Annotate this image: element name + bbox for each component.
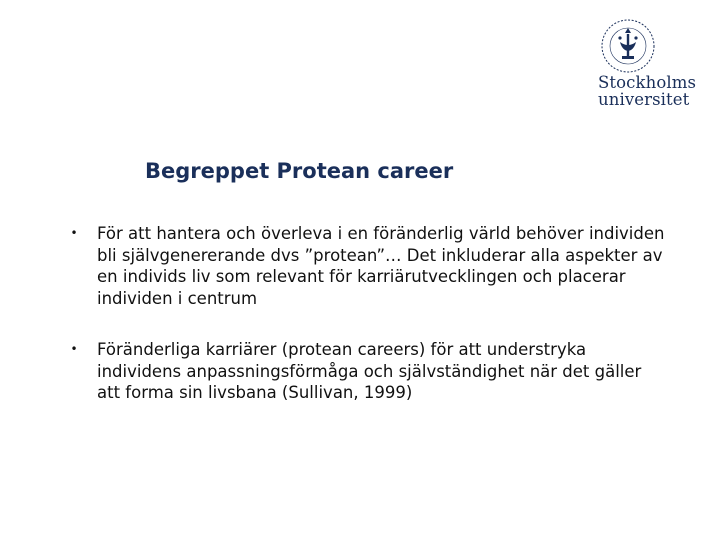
bullet-text: För att hantera och överleva i en föränderlig värld behöver individen bli självgenererande dvs ”protean”… Det inkluderar alla aspekter av en individs liv som relevant för karriärutvecklingen och placerar individen i centrum [97, 224, 665, 309]
bullet-icon: • [70, 226, 78, 240]
university-seal-icon [600, 18, 656, 74]
bullet-text: Föränderliga karriärer (protean careers) för att understryka individens anpassningsförmåga och självständighet när det gäller att forma sin livsbana (Sullivan, 1999) [97, 339, 642, 403]
list-item [68, 339, 668, 404]
list-item [68, 223, 668, 310]
bullet-icon: • [70, 341, 78, 356]
slide-title: Begreppet Protean career [145, 159, 454, 183]
university-logo [598, 18, 697, 109]
logo-text-universitet: universitet [598, 90, 690, 109]
logo-text-stockholms: Stockholms [598, 73, 697, 92]
bullet-list [68, 223, 668, 404]
